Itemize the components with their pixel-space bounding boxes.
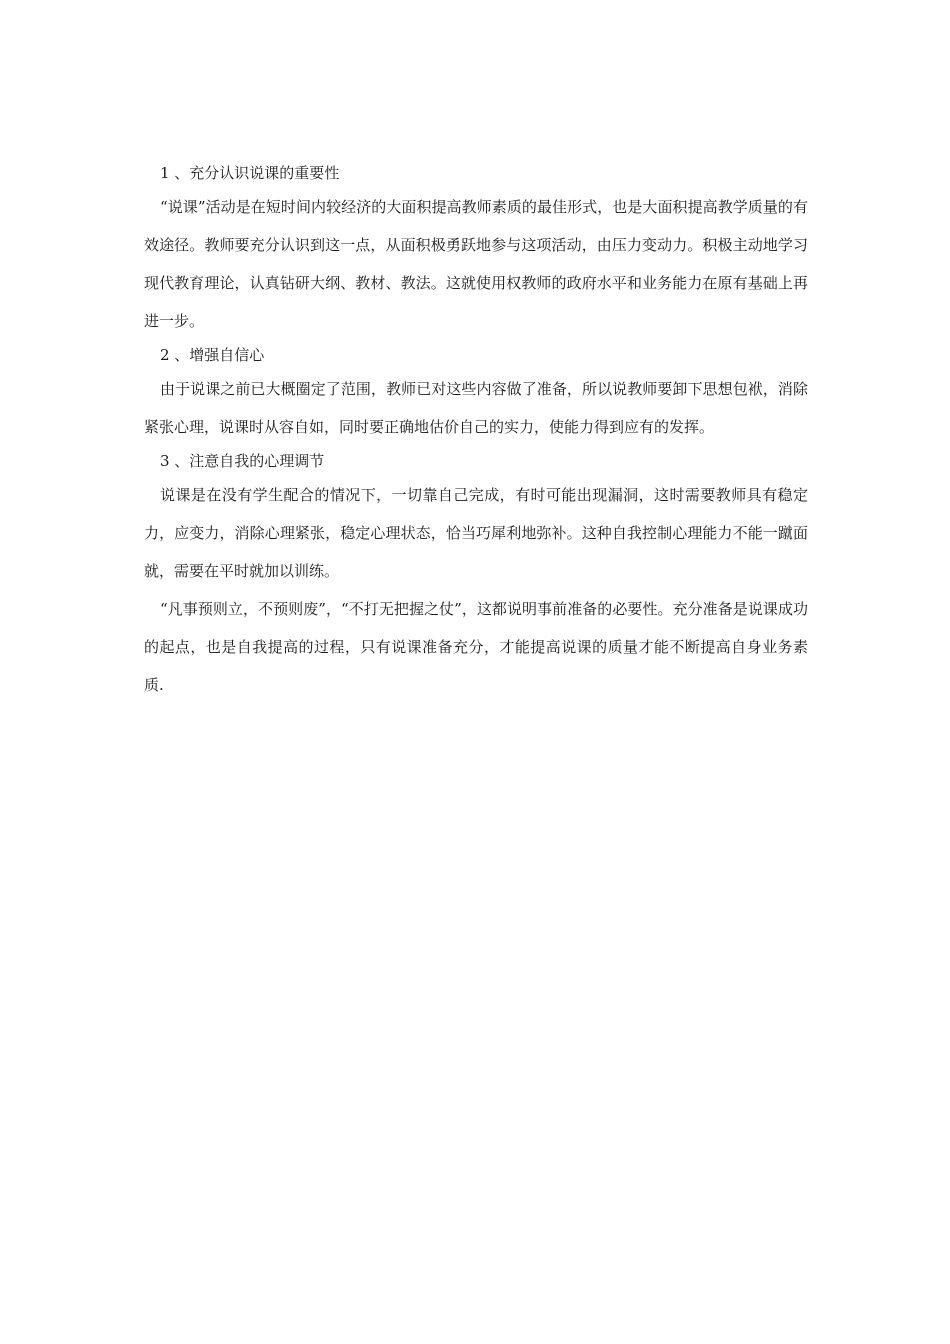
section-heading-1: 1 、充分认识说课的重要性 bbox=[160, 164, 340, 182]
section-1-paragraph: “说课”活动是在短时间内较经济的大面积提高教师素质的最佳形式，也是大面积提高教学质量的有效途径。教师要充分认识到这一点，从面积极勇跃地参与这项活动，由压力变动力。积极主动地学习现代教育理论，认真钻研大纲、教材、教法。这就使用权教师的政府水平和业务能力在原有基础上再进一步。 bbox=[144, 198, 808, 330]
section-2-paragraph: 由于说课之前已大概圈定了范围，教师已对这些内容做了准备，所以说教师要卸下思想包袱，消除紧张心理，说课时从容自如，同时要正确地估价自己的实力，使能力得到应有的发挥。 bbox=[144, 380, 808, 436]
section-heading-3: 3 、注意自我的心理调节 bbox=[160, 452, 325, 470]
section-heading-2: 2 、增强自信心 bbox=[160, 346, 265, 364]
section-3-paragraph-1: 说课是在没有学生配合的情况下，一切靠自己完成，有时可能出现漏洞，这时需要教师具有稳定力，应变力，消除心理紧张，稳定心理状态，恰当巧犀利地弥补。这种自我控制心理能力不能一蹴面就，需要在平时就加以训练。 bbox=[144, 486, 808, 580]
section-3-paragraph-2: “凡事预则立，不预则废”，“不打无把握之仗”，这都说明事前准备的必要性。充分准备是说课成功的起点，也是自我提高的过程，只有说课准备充分，才能提高说课的质量才能不断提高自身业务素质. bbox=[144, 600, 808, 694]
document-body bbox=[144, 158, 808, 704]
